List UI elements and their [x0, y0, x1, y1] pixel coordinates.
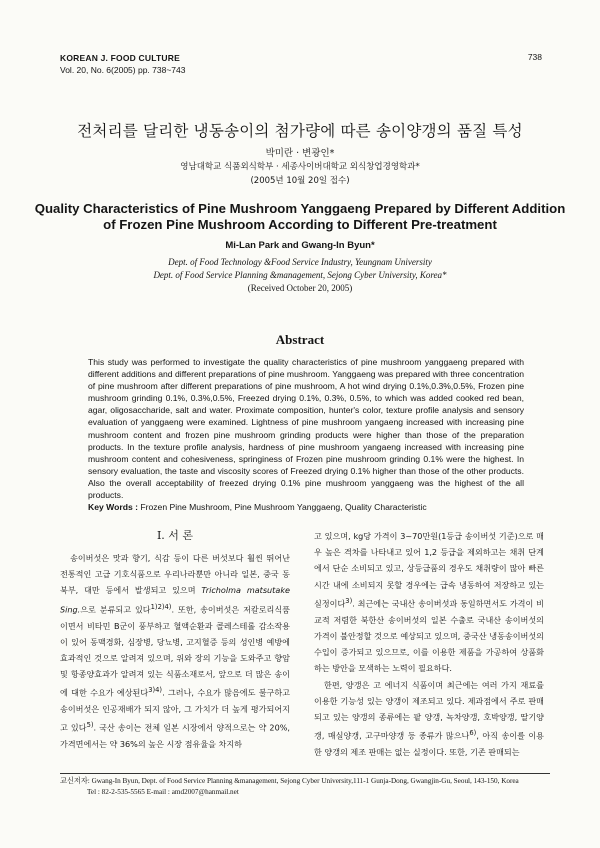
- text-run: 으로 분류되고 있다: [80, 604, 151, 615]
- intro-paragraph-2: [314, 677, 544, 761]
- korean-authors: 박미란 · 변광인*: [265, 148, 335, 159]
- english-affiliation-line1: Dept. of Food Technology &Food Service Industry, Yeungnam University: [168, 257, 432, 267]
- text-run: 고 있으며, kg당 가격이 3~70만원(1등급 송이버섯 기준)으로 매우 높은 격차를 나타내고 있어 1,2 등급을 제외하고는 채취 단계에서 단순 소비되고 있고, 상등급품의 경우도 채취량이 많아 빠른 시간 내에 소비되지 못할 경우에는 급속 냉동하여 저장하고 있는 실정이다: [314, 531, 544, 609]
- text-run: . 국산 송이는 전체 일본 시장에서 양적으로는 약 20%, 가격면에서는 약 36%의 높은 시장 점유율을 차지하: [60, 723, 290, 750]
- english-received-date: (Received October 20, 2005): [247, 283, 353, 293]
- abstract-heading: Abstract: [275, 332, 325, 347]
- korean-affiliation: 영남대학교 식품외식학부 · 세종사이버대학교 외식창업경영학과*: [180, 162, 420, 172]
- text-run: 송이버섯은 맛과 향기, 식감 등이 다른 버섯보다 훨씬 뛰어난 전통적인 고급 기호식품으로 우리나라뿐만 아니라 일본, 중국 동북부, 대만 등에서 발생되고 있으며: [60, 553, 290, 596]
- text-run: , 아직 송이를 이용한 양갱의 제조 판매는 없는 실정이다. 또한, 기존 판매되는: [314, 730, 544, 758]
- keywords: [88, 502, 524, 512]
- body-left-column: [60, 550, 290, 753]
- english-affiliation-line2: Dept. of Food Service Planning &management, Sejong Cyber University, Korea*: [153, 270, 447, 280]
- intro-paragraph-1-continued: [314, 528, 544, 677]
- journal-name: KOREAN J. FOOD CULTURE: [60, 53, 180, 63]
- english-affiliation: [0, 256, 600, 282]
- journal-header: [60, 52, 185, 76]
- abstract-body: This study was performed to investigate the quality characteristics of pine mushroom yanggaeng prepared with different additions and different preparations of pine mushroom. Yanggaeng was prepared with three concentration of pine mushroom after different preparations of pine mushroom, A hot wind drying 0.1%,0.3%,0.5%, Frozen pine mushroom grinding 0.1%, 0.3%,0.5%, Freezed drying 0.1%, 0.3%, 0.5%, to which was added cooked red bean, agar, oligosaccharide, salt and water. Proximate composition, hunter's color, texture profile analysis and sensory evaluation of yanggaeng were examined. Lightness of pine mushroom yangaeng increased with increasing pine mushroom content and frozen pine mushroom grinding products were higher than those of the preparation products. In the texture profile analysis, hardness of pine mushroom yangaeng increased with increasing pine mushroom content and cohesiveness, springiness of Frozen pine mushroom grinding 0.1% were the highest. In sensory evaluation, the taste and viscosity scores of Freezed drying 0.1% higher than those of the other products. Also the overall acceptability of freezed drying 0.1% pine mushroom yanggaeng was the highest of the all products.: [88, 357, 524, 501]
- citation: 3): [345, 596, 353, 605]
- volume-info: Vol. 20, No. 6(2005) pp. 738~743: [60, 65, 186, 75]
- text-run: . 또한, 송이버섯은 저칼로리식품이면서 비타민 B군이 풍부하고 혈액순환과 콜레스테롤 감소작용이 있어 동맥경화, 심장병, 당뇨병, 고지혈증 등의 성인병 예방에 효과적인 것으로 알려져 있으며, 위와 장의 기능을 도와주고 향암 및 항종양효과가 알려져 있는 식품소재로서, 앞으로 더 많은 송이에 대한 수요가 예상된다: [60, 604, 290, 698]
- footnote-line1: 교신저자: Gwang-In Byun, Dept. of Food Service Planning &management, Sejong Cyber University,111-1 Gunja-Dong, Gwangjin-Gu, Seoul, 143-150, Korea: [60, 777, 519, 785]
- species-name: Tricholma matsutake Sing.: [60, 585, 290, 615]
- citation: 1)2)4): [150, 602, 172, 611]
- text-run: . 그러나, 수요가 많음에도 불구하고 송이버섯은 인공재배가 되지 않아, 그 가치가 더 높게 평가되어지고 있다: [60, 688, 291, 734]
- intro-paragraph-1: [60, 550, 290, 753]
- korean-received-date: (2005년 10월 20일 접수): [250, 176, 350, 186]
- korean-title: 전처리를 달리한 냉동송이의 첨가량에 따른 송이양갱의 품질 특성: [77, 122, 523, 140]
- corresponding-author-footnote: [60, 776, 560, 798]
- english-authors: Mi-Lan Park and Gwang-In Byun*: [225, 240, 375, 251]
- citation: 6): [469, 729, 477, 738]
- section-number: I.: [156, 529, 165, 542]
- text-run: 한편, 양갱은 고 에너지 식품이며 최근에는 여러 가지 재료를 이용한 기능성 있는 양갱이 제조되고 있다. 제과점에서 주로 판매되고 있는 양갱의 종류에는 팥 양갱, 녹차양갱, 호박양갱, 딸기양갱, 매실양갱, 고구마양갱 등 종류가 많으나: [314, 679, 544, 741]
- english-title: [0, 201, 600, 233]
- english-title-line1: Quality Characteristics of Pine Mushroom Yanggaeng Prepared by Different Addition: [34, 201, 566, 216]
- body-right-column: [314, 528, 544, 760]
- citation: 5): [86, 721, 94, 730]
- footnote-line2: Tel : 82-2-535-5565 E-mail : amd2007@hanmail.net: [87, 788, 239, 796]
- page-number: 738: [527, 52, 542, 62]
- section-title: 서 론: [164, 529, 194, 542]
- section-heading: [60, 527, 290, 543]
- keywords-label: Key Words :: [88, 502, 138, 512]
- keywords-list: Frozen Pine Mushroom, Pine Mushroom Yanggaeng, Quality Characteristic: [137, 502, 427, 512]
- footnote-divider: [60, 773, 550, 774]
- citation: 3)4): [148, 686, 163, 695]
- text-run: . 최근에는 국내산 송이버섯과 동일하면서도 가격이 비교적 저렴한 북한산 송이버섯의 일본 수출로 국내산 송이버섯의 가격이 불안정할 것으로 예상되고 있으며, 중국산 냉동송이버섯의 수입이 증가되고 있으므로, 이를 이용한 제품을 가공하여 상품화하는 방안을 모색하는 노력이 필요하다.: [314, 598, 544, 674]
- english-title-line2: of Frozen Pine Mushroom According to Different Pre-treatment: [103, 217, 497, 232]
